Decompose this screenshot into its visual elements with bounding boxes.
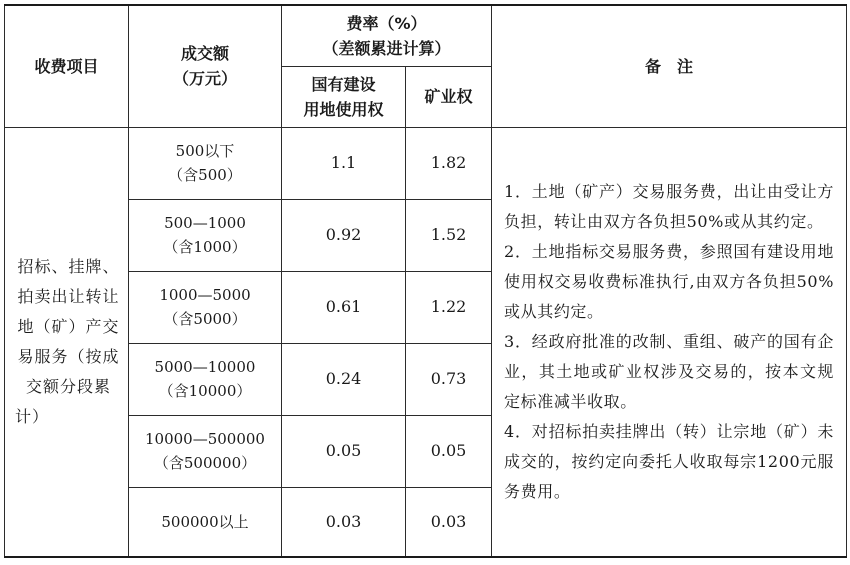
header-amount-line-1: 成交额 <box>180 44 229 64</box>
land-rate-cell: 0.92 <box>282 199 406 271</box>
mining-rate-cell: 1.82 <box>406 127 492 199</box>
amount-range: 5000—10000 <box>154 358 256 376</box>
amount-cell <box>129 199 282 271</box>
note-item: 2．土地指标交易服务费，参照国有建设用地使用权交易收费标准执行,由双方各负担50%或从其约定。 <box>504 241 835 321</box>
land-rate-cell: 0.05 <box>282 415 406 487</box>
amount-inclusive: （含5000） <box>163 310 247 328</box>
header-item: 收费项目 <box>5 5 129 127</box>
note-item: 4．对招标拍卖挂牌出（转）让宗地（矿）未成交的，按约定向委托人收取每宗1200元服务费用。 <box>504 421 835 501</box>
mining-rate-cell: 1.22 <box>406 271 492 343</box>
note-item: 1．土地（矿产）交易服务费，出让由受让方负担，转让由双方各负担50%或从其约定。 <box>504 181 835 231</box>
amount-inclusive: （含1000） <box>163 238 247 256</box>
amount-range: 1000—5000 <box>159 286 251 304</box>
header-land <box>282 66 406 127</box>
mining-rate-cell: 0.03 <box>406 487 492 557</box>
amount-inclusive: （含500000） <box>153 454 257 472</box>
header-mining: 矿业权 <box>406 66 492 127</box>
amount-cell <box>129 415 282 487</box>
header-land-line-2: 用地使用权 <box>303 99 384 119</box>
header-land-line-1: 国有建设 <box>311 74 376 94</box>
header-amount <box>129 5 282 127</box>
mining-rate-cell: 0.73 <box>406 343 492 415</box>
table-row <box>5 127 847 199</box>
header-rate-line-2: （差额累进计算） <box>322 38 451 58</box>
header-amount-line-2: （万元） <box>172 69 237 89</box>
land-rate-cell: 0.03 <box>282 487 406 557</box>
amount-inclusive: （含10000） <box>158 382 252 400</box>
land-rate-cell: 0.61 <box>282 271 406 343</box>
amount-cell <box>129 343 282 415</box>
amount-cell <box>129 127 282 199</box>
amount-cell <box>129 271 282 343</box>
header-row-1 <box>5 5 847 66</box>
amount-range: 500以下 <box>175 142 235 160</box>
note-item: 3．经政府批准的改制、重组、破产的国有企业，其土地或矿业权涉及交易的，按本文规定标准减半收取。 <box>504 331 835 411</box>
mining-rate-cell: 0.05 <box>406 415 492 487</box>
header-remarks: 备 注 <box>492 5 847 127</box>
category-cell: 招标、挂牌、拍卖出让转让地（矿）产交易服务（按成交额分段累计） <box>5 127 129 557</box>
header-rate-line-1: 费率（%） <box>346 13 427 33</box>
amount-range: 10000—500000 <box>145 430 265 448</box>
header-rate <box>282 5 492 66</box>
amount-range: 500—1000 <box>164 214 246 232</box>
amount-range: 500000以上 <box>161 512 249 531</box>
amount-cell <box>129 487 282 557</box>
amount-inclusive: （含500） <box>168 166 242 184</box>
mining-rate-cell: 1.52 <box>406 199 492 271</box>
land-rate-cell: 1.1 <box>282 127 406 199</box>
land-rate-cell: 0.24 <box>282 343 406 415</box>
remarks-cell <box>492 127 847 557</box>
fee-table <box>4 4 847 558</box>
